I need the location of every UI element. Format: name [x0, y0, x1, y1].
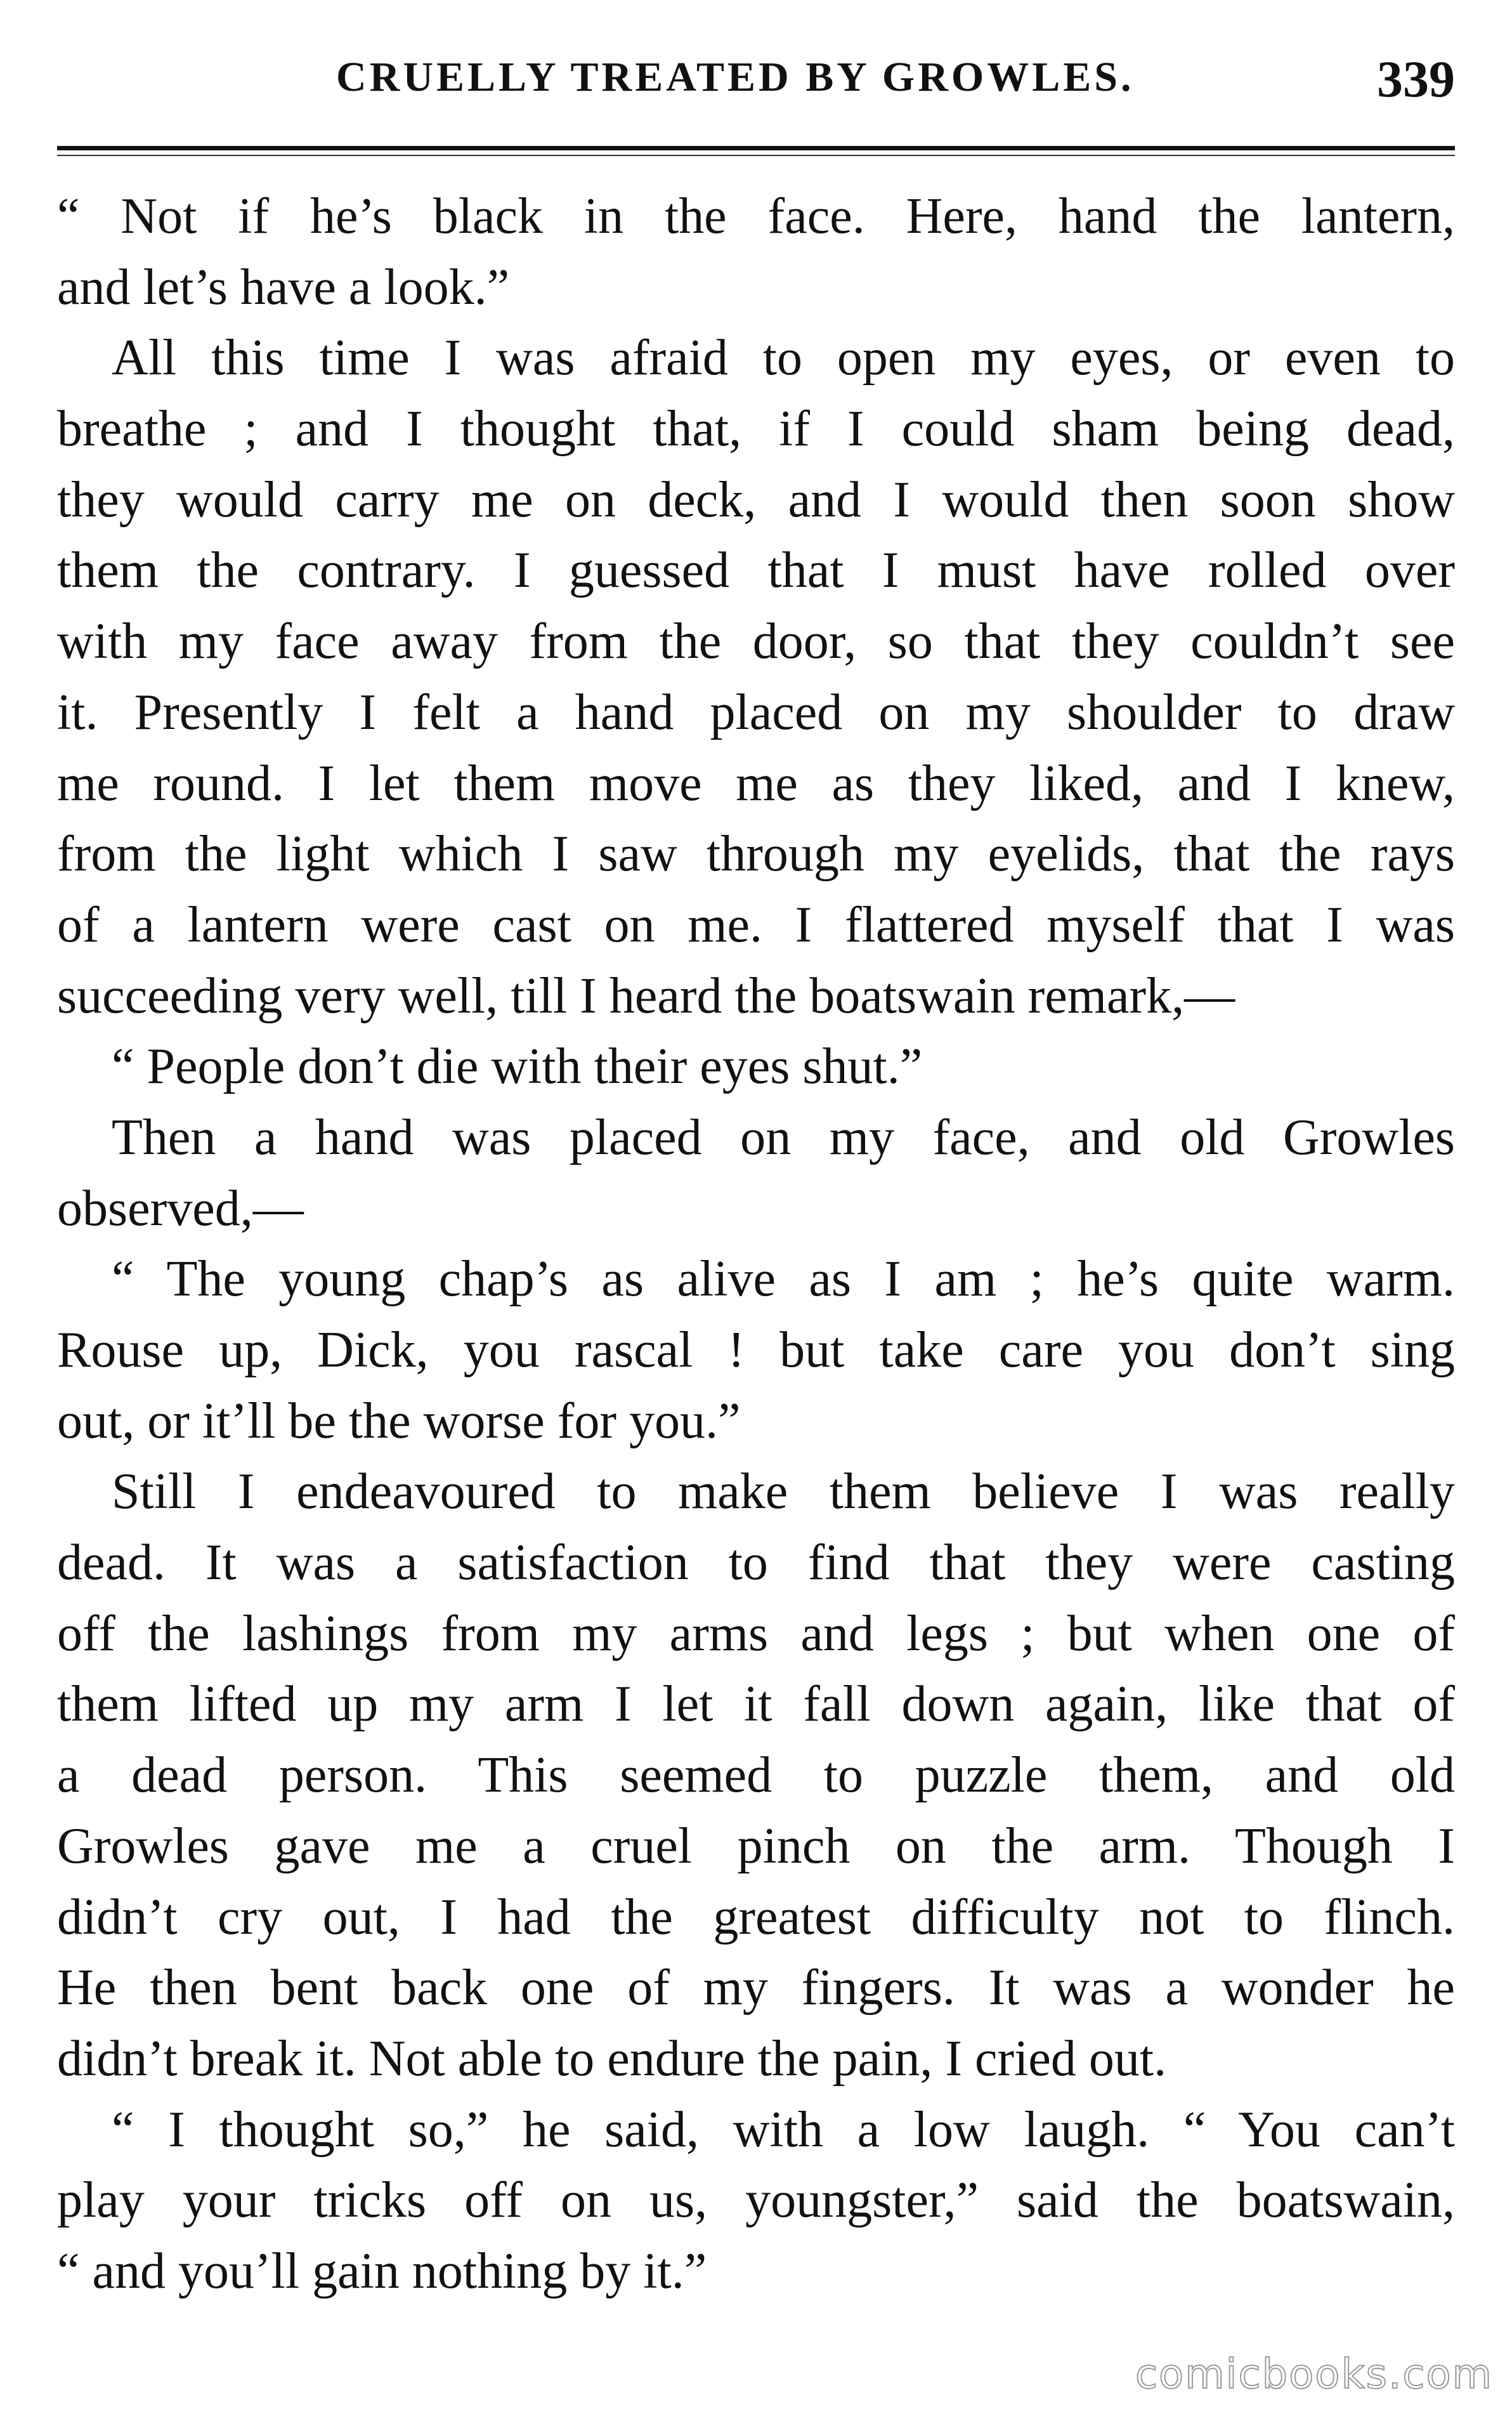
text-line: didn’t break it. Not able to endure the pain, I cried out. [57, 2030, 1167, 2087]
text-line: and let’s have a look.” [57, 259, 510, 315]
text-line: “ I thought so,” he said, with a low laugh. “ You can’t [112, 2101, 1455, 2158]
text-line: Then a hand was placed on my face, and old Growles [112, 1109, 1455, 1165]
text-line: succeeding very well, till I heard the boatswain remark,— [57, 968, 1235, 1024]
running-head: CRUELLY TREATED BY GROWLES. [336, 54, 1135, 100]
text-line: breathe ; and I thought that, if I could sham being dead, [57, 401, 1455, 457]
text-line: Still I endeavoured to make them believe I was really [112, 1464, 1455, 1520]
header-rule-thin [57, 155, 1455, 156]
text-line: “ People don’t die with their eyes shut.” [112, 1039, 923, 1095]
text-line: a dead person. This seemed to puzzle them, and old [57, 1747, 1455, 1804]
text-line: “ The young chap’s as alive as I am ; he’s quite warm. [112, 1251, 1455, 1308]
text-line: “ Not if he’s black in the face. Here, hand the lantern, [57, 188, 1455, 244]
text-line: from the light which I saw through my eyelids, that the rays [57, 826, 1455, 882]
text-line: me round. I let them move me as they liked, and I knew, [57, 755, 1455, 811]
body-text [57, 181, 1455, 2307]
text-line: it. Presently I felt a hand placed on my shoulder to draw [57, 684, 1455, 740]
header-rule [57, 146, 1455, 150]
text-line: with my face away from the door, so that they couldn’t see [57, 613, 1455, 670]
text-line: observed,— [57, 1180, 304, 1237]
text-line: He then bent back one of my fingers. It was a wonder he [57, 1960, 1455, 2016]
text-line: they would carry me on deck, and I would then soon show [57, 471, 1455, 528]
text-line: play your tricks off on us, youngster,” said the boatswain, [57, 2172, 1455, 2229]
page-number: 339 [1377, 50, 1455, 108]
watermark: comicbooks.com [1135, 2351, 1493, 2398]
text-line: of a lantern were cast on me. I flattered myself that I was [57, 896, 1455, 953]
text-line: Rouse up, Dick, you rascal ! but take care you don’t sing [57, 1322, 1455, 1378]
page-header [57, 49, 1455, 113]
text-line: off the lashings from my arms and legs ; but when one of [57, 1605, 1455, 1662]
text-line: All this time I was afraid to open my eyes, or even to [112, 330, 1455, 386]
text-line: them lifted up my arm I let it fall down again, like that of [57, 1676, 1455, 1733]
text-line: didn’t cry out, I had the greatest difficulty not to flinch. [57, 1889, 1455, 1945]
text-line: dead. It was a satisfaction to find that they were casting [57, 1535, 1455, 1591]
text-line: “ and you’ll gain nothing by it.” [57, 2243, 707, 2299]
text-line: out, or it’ll be the worse for you.” [57, 1393, 741, 1449]
text-line: Growles gave me a cruel pinch on the arm. Though I [57, 1818, 1455, 1874]
book-page [57, 0, 1455, 2421]
text-line: them the contrary. I guessed that I must have rolled over [57, 542, 1455, 599]
